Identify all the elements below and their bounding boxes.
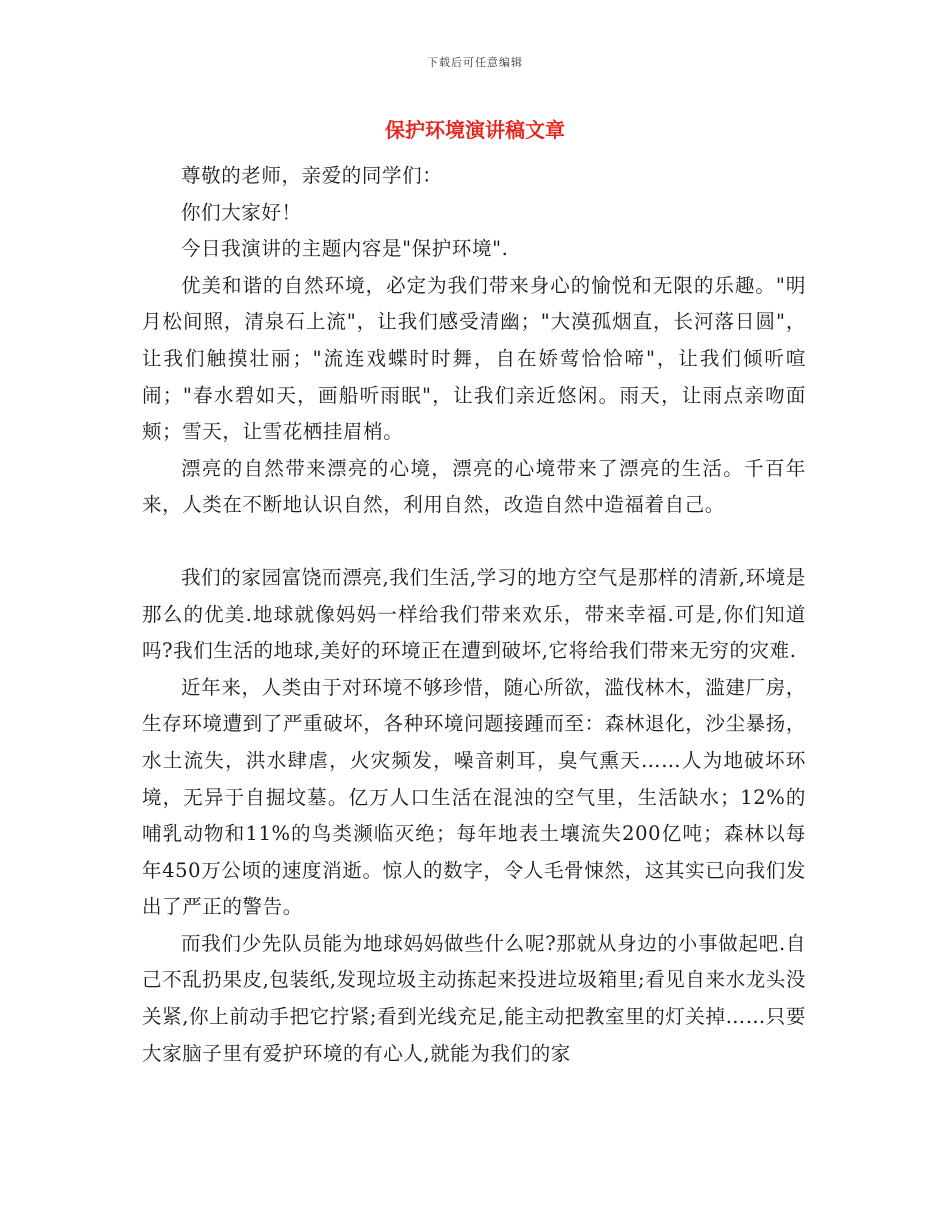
paragraph-damage: 近年来，人类由于对环境不够珍惜，随心所欲，滥伐林木，滥建厂房，生存环境遭到了严重破坏，各种环境问题接踵而至：森林退化，沙尘暴扬，水土流失，洪水肆虐，火灾频发，噪音刺耳，臭气熏天……人为地破坏环境，无异于自掘坟墓。亿万人口生活在混浊的空气里，生活缺水；12%的哺乳动物和11%的鸟类濒临灭绝；每年地表土壤流失200亿吨；森林以每年450万公顷的速度消逝。惊人的数字，令人毛骨悚然，这其实已向我们发出了严正的警告。 — [142, 675, 806, 919]
paragraph-home: 我们的家园富饶而漂亮,我们生活,学习的地方空气是那样的清新,环境是那么的优美.地球就像妈妈一样给我们带来欢乐，带来幸福.可是,你们知道吗?我们生活的地球,美好的环境正在遭到破坏,它将给我们带来无穷的灾难. — [142, 565, 806, 663]
paragraph-nature: 优美和谐的自然环境，必定为我们带来身心的愉悦和无限的乐趣。"明月松间照，清泉石上流"，让我们感受清幽；"大漠孤烟直，长河落日圆"，让我们触摸壮丽；"流连戏蝶时时舞，自在娇莺恰恰啼"，让我们倾听喧闹；"春水碧如天，画船听雨眠"，让我们亲近悠闲。雨天，让雨点亲吻面颊；雪天，让雪花栖挂眉梢。 — [142, 273, 806, 444]
document-body — [142, 158, 806, 1072]
paragraph-spacer — [142, 524, 806, 560]
paragraph-greeting: 你们大家好！ — [181, 200, 302, 224]
paragraph-salutation: 尊敬的老师，亲爱的同学们： — [181, 164, 443, 187]
paragraph-action: 而我们少先队员能为地球妈妈做些什么呢?那就从身边的小事做起吧.自己不乱扔果皮,包装纸,发现垃圾主动拣起来投进垃圾箱里;看见自来水龙头没关紧,你上前动手把它拧紧;看到光线充足,能主动把教室里的灯关掉……只要大家脑子里有爱护环境的有心人,就能为我们的家 — [142, 931, 806, 1065]
document-title: 保护环境演讲稿文章 — [385, 118, 565, 142]
paragraph-mood: 漂亮的自然带来漂亮的心境，漂亮的心境带来了漂亮的生活。千百年来，人类在不断地认识自然，利用自然，改造自然中造福着自己。 — [142, 456, 806, 517]
paragraph-topic: 今日我演讲的主题内容是"保护环境". — [181, 237, 509, 261]
header-note: 下载后可任意编辑 — [427, 56, 523, 69]
